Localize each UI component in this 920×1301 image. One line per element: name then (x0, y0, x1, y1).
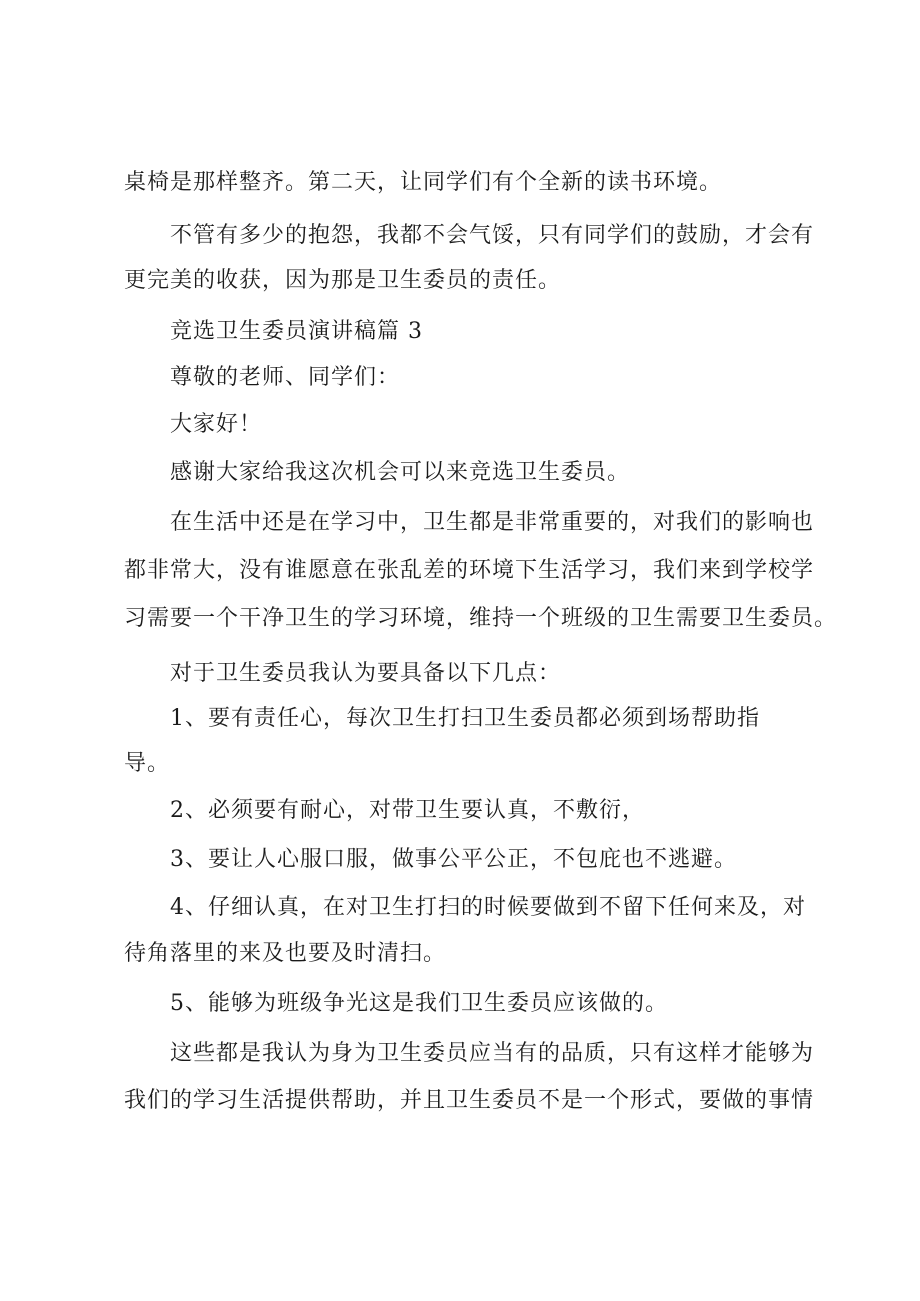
text-line: 我们的学习生活提供帮助，并且卫生委员不是一个形式，要做的事情 (124, 1088, 815, 1113)
text-line: 在生活中还是在学习中，卫生都是非常重要的，对我们的影响也 (170, 510, 815, 535)
text-line: 更完美的收获，因为那是卫生委员的责任。 (124, 268, 562, 293)
greeting: 大家好！ (170, 412, 263, 437)
text-line: 对于卫生委员我认为要具备以下几点： (170, 661, 562, 686)
list-item: 1、要有责任心，每次卫生打扫卫生委员都必须到场帮助指 (170, 706, 760, 731)
text-line: 习需要一个干净卫生的学习环境，维持一个班级的卫生需要卫生委员。 (124, 606, 838, 631)
text-line: 感谢大家给我这次机会可以来竞选卫生委员。 (170, 460, 631, 485)
list-item-continuation: 导。 (124, 751, 171, 776)
salutation: 尊敬的老师、同学们： (170, 365, 401, 390)
text-line: 不管有多少的抱怨，我都不会气馁，只有同学们的鼓励，才会有 (170, 223, 815, 248)
section-heading: 竞选卫生委员演讲稿篇 3 (170, 319, 423, 344)
list-item: 4、仔细认真，在对卫生打扫的时候要做到不留下任何来及，对 (170, 895, 806, 920)
text-line: 这些都是我认为身为卫生委员应当有的品质，只有这样才能够为 (170, 1041, 815, 1066)
text-line: 都非常大，没有谁愿意在张乱差的环境下生活学习，我们来到学校学 (124, 558, 815, 583)
list-item: 2、必须要有耐心，对带卫生要认真，不敷衍， (170, 798, 645, 823)
text-line: 桌椅是那样整齐。第二天，让同学们有个全新的读书环境。 (124, 170, 723, 195)
list-item-continuation: 待角落里的来及也要及时清扫。 (124, 941, 447, 966)
list-item: 5、能够为班级争光这是我们卫生委员应该做的。 (170, 991, 668, 1016)
list-item: 3、要让人心服口服，做事公平公正，不包庇也不逃避。 (170, 847, 737, 872)
